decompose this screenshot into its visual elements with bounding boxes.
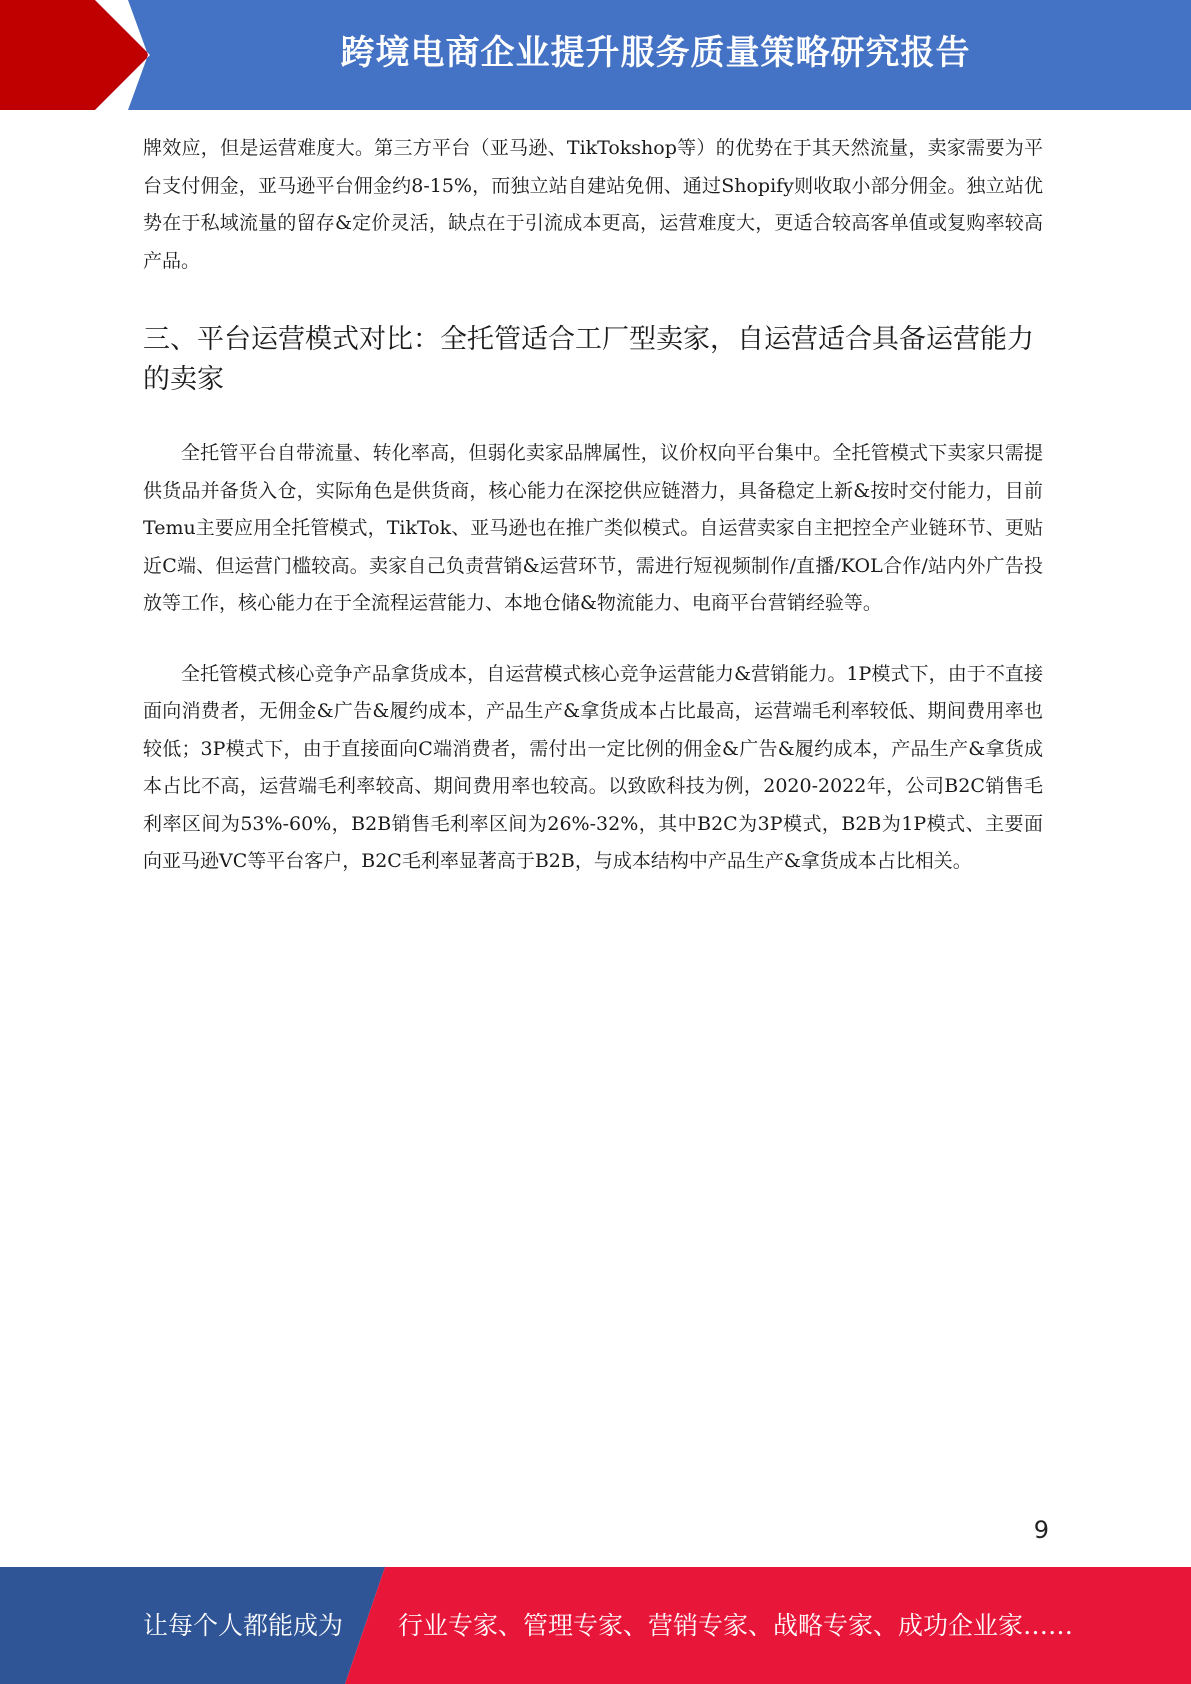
body-paragraph-3: 全托管模式核心竞争产品拿货成本，自运营模式核心竞争运营能力&营销能力。1P模式下，由于不直接面向消费者，无佣金&广告&履约成本，产品生产&拿货成本占比最高，运营端毛利率较低、期间费用率也较低；3P模式下，由于直接面向C端消费者，需付出一定比例的佣金&广告&履约成本，产品生产&拿货成本占比不高，运营端毛利率较高、期间费用率也较高。以致欧科技为例，2020-2022年，公司B2C销售毛利率区间为53%-60%，B2B销售毛利率区间为26%-32%，其中B2C为3P模式，B2B为1P模式、主要面向亚马逊VC等平台客户，B2C毛利率显著高于B2B，与成本结构中产品生产&拿货成本占比相关。 xyxy=(143,662,1043,872)
body-paragraph-2: 全托管平台自带流量、转化率高，但弱化卖家品牌属性，议价权向平台集中。全托管模式下卖家只需提供货品并备货入仓，实际角色是供货商，核心能力在深挖供应链潜力，具备稳定上新&按时交付能力，目前Temu主要应用全托管模式，TikTok、亚马逊也在推广类似模式。自运营卖家自主把控全产业链环节、更贴近C端、但运营门槛较高。卖家自己负责营销&运营环节，需进行短视频制作/直播/KOL合作/站内外广告投放等工作，核心能力在于全流程运营能力、本地仓储&物流能力、电商平台营销经验等。 xyxy=(143,442,1043,614)
page-footer xyxy=(0,1567,1191,1684)
report-title: 跨境电商企业提升服务质量策略研究报告 xyxy=(340,33,971,73)
footer-slogan-left: 让每个人都能成为 xyxy=(143,1611,344,1640)
main-content xyxy=(143,130,1043,881)
body-paragraph-1: 牌效应，但是运营难度大。第三方平台（亚马逊、TikTokshop等）的优势在于其天然流量，卖家需要为平台支付佣金，亚马逊平台佣金约8-15%，而独立站自建站免佣、通过Shopify则收取小部分佣金。独立站优势在于私域流量的留存&定价灵活，缺点在于引流成本更高，运营难度大，更适合较高客单值或复购率较高产品。 xyxy=(143,137,1043,272)
paragraph-gap xyxy=(143,623,1043,656)
page-header xyxy=(0,0,1191,110)
page-number: 9 xyxy=(1033,1516,1049,1544)
section-heading: 三、平台运营模式对比：全托管适合工厂型卖家，自运营适合具备运营能力的卖家 xyxy=(143,324,1034,395)
footer-slogan-right: 行业专家、管理专家、营销专家、战略专家、成功企业家…… xyxy=(398,1611,1074,1640)
